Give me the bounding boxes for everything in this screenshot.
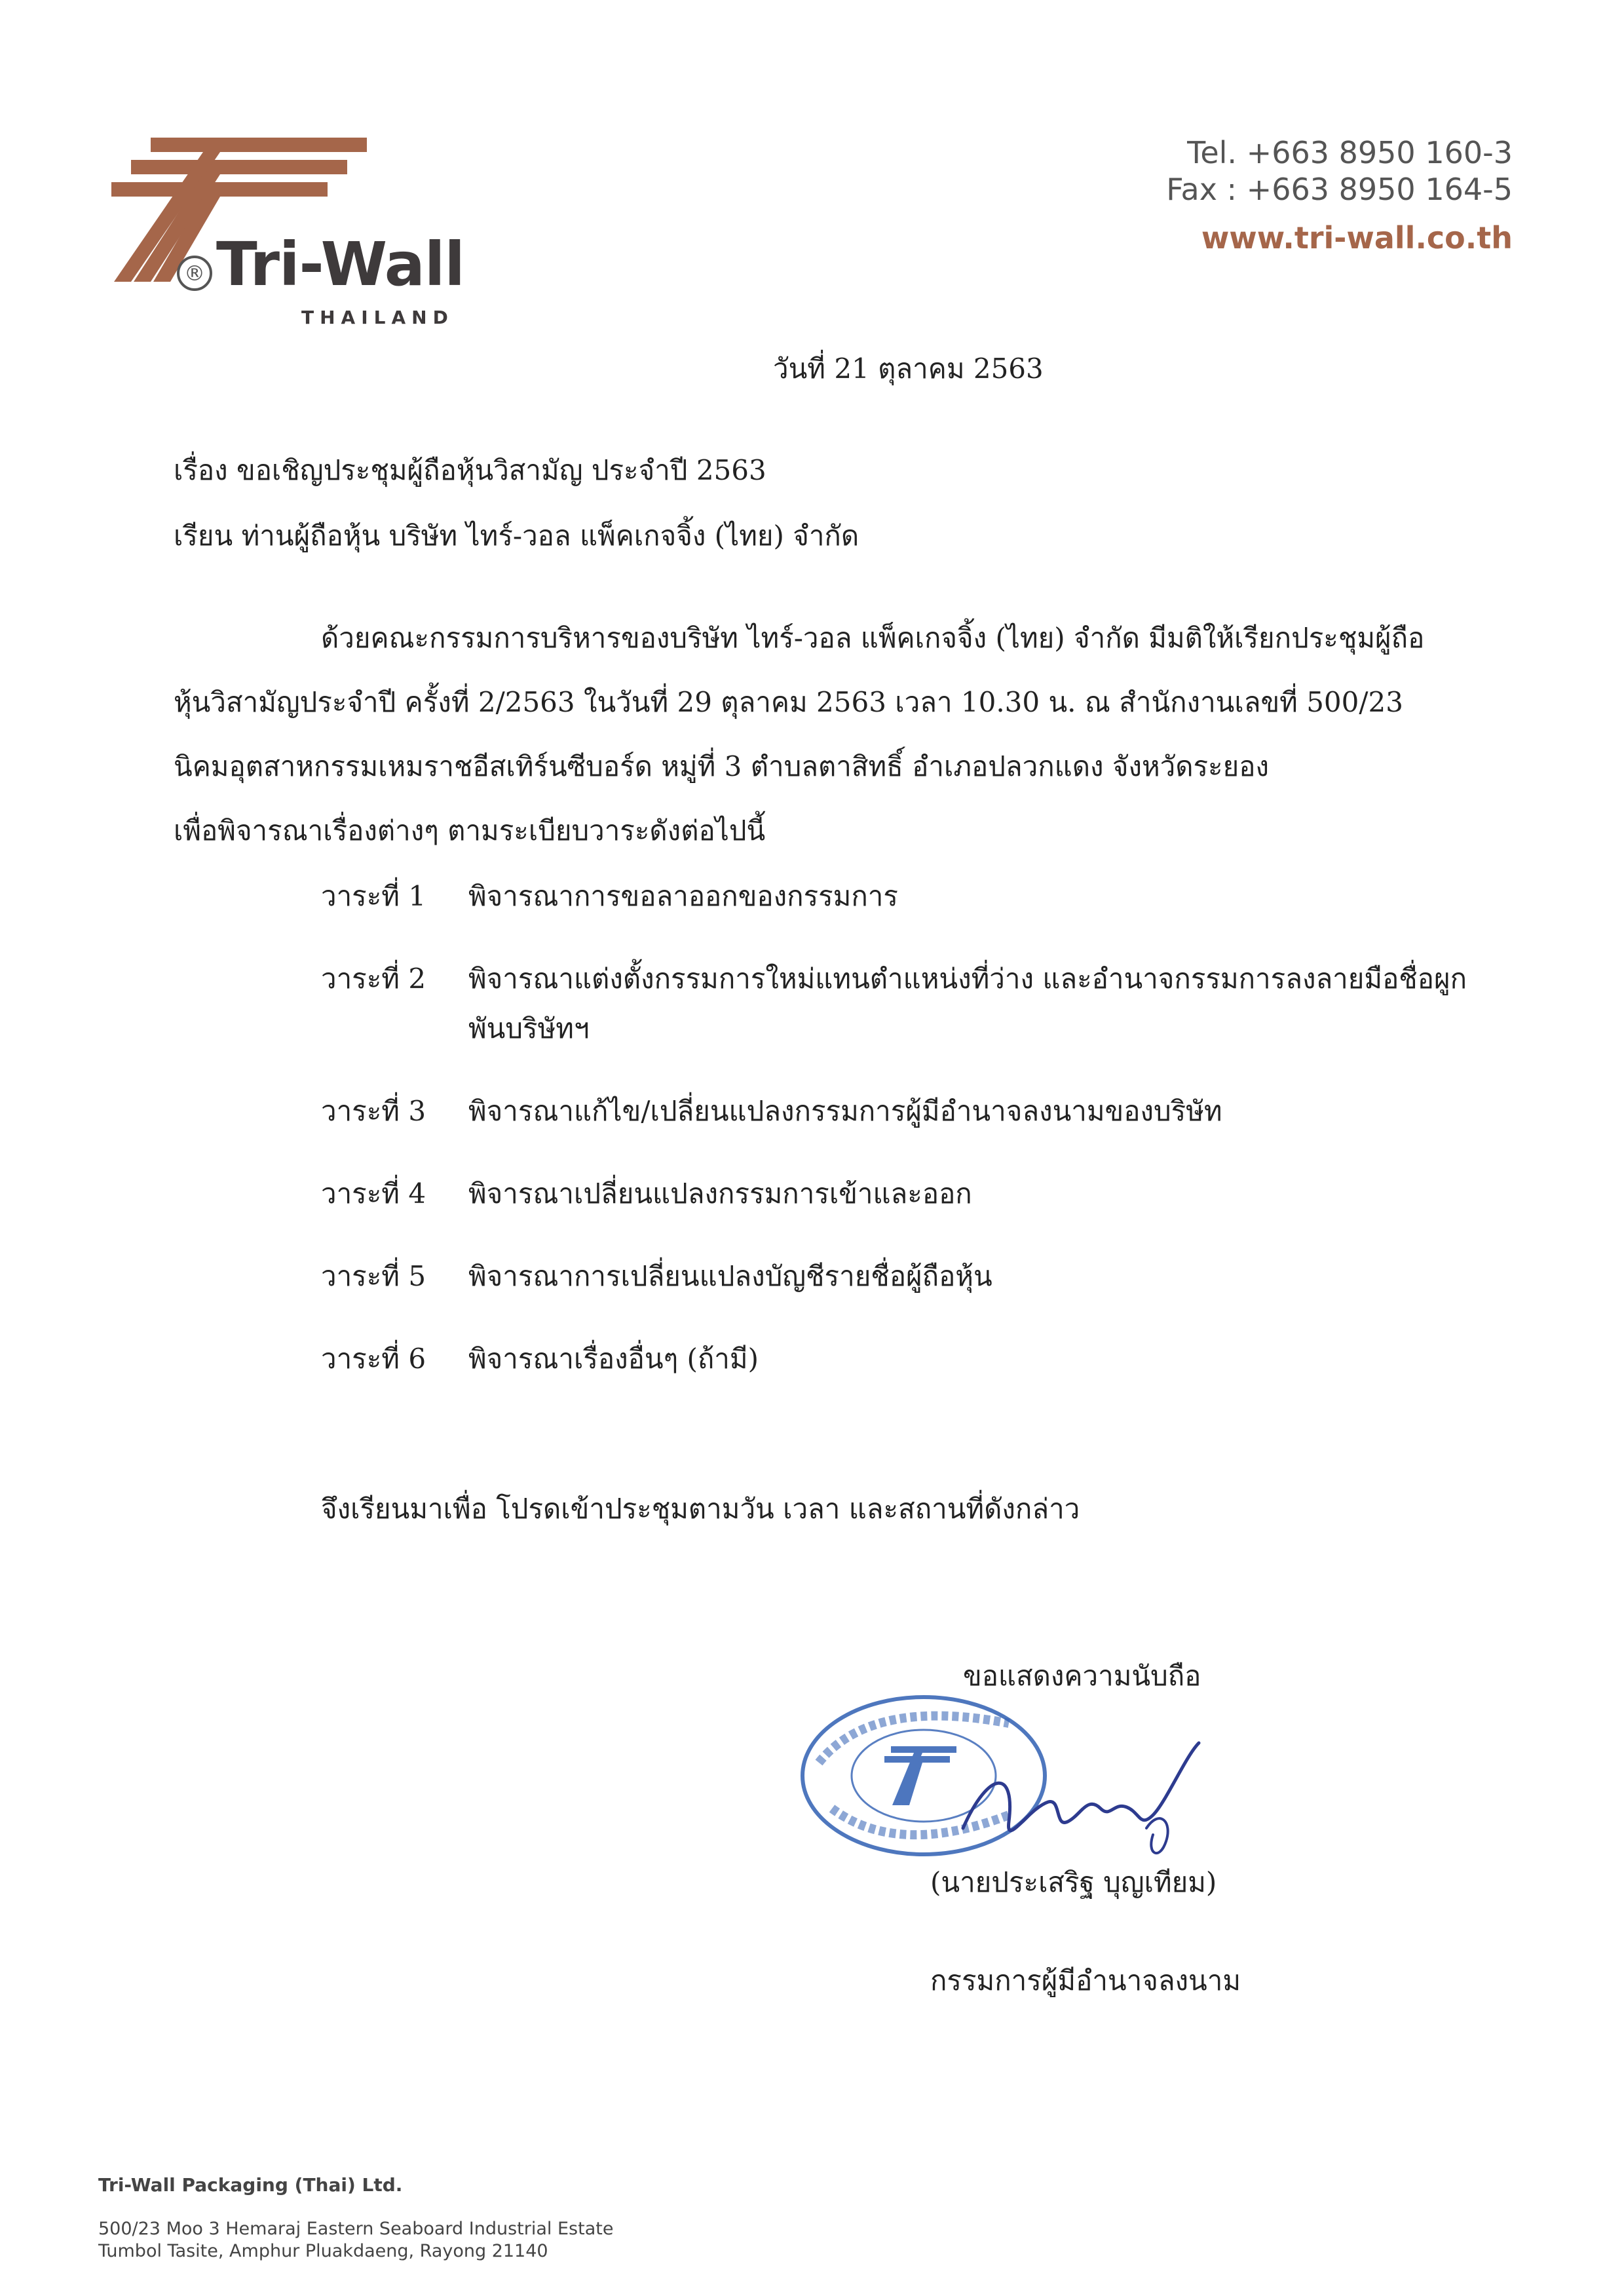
agenda-item	[321, 1086, 1474, 1136]
body-line-1: ด้วยคณะกรรมการบริหารของบริษัท ไทร์-วอล แพ็คเกจจิ้ง (ไทย) จำกัด มีมติให้เรียกประชุมผู้ถือ	[321, 622, 1425, 654]
agenda-label: วาระที่ 1	[321, 880, 426, 912]
letter-subject: เรื่อง ขอเชิญประชุมผู้ถือหุ้นวิสามัญ ประจำปี 2563	[174, 454, 766, 486]
agenda-text: พิจารณาแก้ไข/เปลี่ยนแปลงกรรมการผู้มีอำนาจลงนามของบริษัท	[468, 1095, 1222, 1127]
body-line-4: เพื่อพิจารณาเรื่องต่างๆ ตามระเบียบวาระดังต่อไปนี้	[174, 814, 766, 847]
letter-recipient: เรียน ท่านผู้ถือหุ้น บริษัท ไทร์-วอล แพ็คเกจจิ้ง (ไทย) จำกัด	[174, 520, 859, 552]
agenda-label: วาระที่ 2	[321, 963, 426, 995]
agenda-text: พิจารณาเปลี่ยนแปลงกรรมการเข้าและออก	[468, 1177, 972, 1210]
agenda-item	[321, 1334, 1474, 1384]
letter-body	[174, 606, 1451, 863]
footer-address-line-1: 500/23 Moo 3 Hemaraj Eastern Seaboard Industrial Estate	[98, 2219, 614, 2239]
body-line-3: นิคมอุตสาหกรรมเหมราชอีสเทิร์นซีบอร์ด หมู่ที่ 3 ตำบลตาสิทธิ์ อำเภอปลวกแดง จังหวัดระยอง	[174, 750, 1269, 782]
agenda-label: วาระที่ 3	[321, 1095, 426, 1127]
signer-name: (นายประเสริฐ บุญเทียม)	[930, 1866, 1217, 1898]
phone-number: Tel. +663 8950 160-3	[1187, 135, 1513, 170]
contact-block	[1166, 134, 1513, 256]
logo-bar-3	[111, 182, 328, 197]
agenda-item	[321, 871, 1474, 921]
agenda-label: วาระที่ 4	[321, 1177, 426, 1210]
body-line-2: หุ้นวิสามัญประจำปี ครั้งที่ 2/2563 ในวันที่ 29 ตุลาคม 2563 เวลา 10.30 น. ณ สำนักงานเลขที่ 500/23	[174, 686, 1403, 718]
website-link[interactable]: www.tri-wall.co.th	[1201, 220, 1513, 256]
footer-address-line-2: Tumbol Tasite, Amphur Pluakdaeng, Rayong 21140	[98, 2241, 548, 2261]
signature	[950, 1730, 1225, 1881]
agenda-item	[321, 1169, 1474, 1219]
letter-date: วันที่ 21 ตุลาคม 2563	[773, 353, 1044, 385]
registered-mark: ®	[177, 256, 212, 291]
agenda-item	[321, 1252, 1474, 1301]
agenda-item	[321, 954, 1474, 1054]
brand-country: THAILAND	[301, 307, 454, 328]
agenda-label: วาระที่ 6	[321, 1343, 426, 1375]
logo-bar-2	[131, 160, 347, 174]
signer-title: กรรมการผู้มีอำนาจลงนาม	[930, 1964, 1241, 1997]
footer-company: Tri-Wall Packaging (Thai) Ltd.	[98, 2174, 403, 2196]
agenda-text: พิจารณาการเปลี่ยนแปลงบัญชีรายชื่อผู้ถือหุ้น	[468, 1260, 992, 1292]
agenda-list	[321, 871, 1474, 1417]
brand-name: Tri-Wall	[216, 229, 464, 299]
agenda-text: พิจารณาเรื่องอื่นๆ (ถ้ามี)	[468, 1343, 759, 1375]
closing-line: จึงเรียนมาเพื่อ โปรดเข้าประชุมตามวัน เวลา และสถานที่ดังกล่าว	[321, 1493, 1080, 1525]
regards-line: ขอแสดงความนับถือ	[963, 1660, 1201, 1692]
agenda-text: พิจารณาการขอลาออกของกรรมการ	[468, 880, 898, 912]
agenda-label: วาระที่ 5	[321, 1260, 426, 1292]
logo-bar-1	[151, 138, 367, 152]
fax-number: Fax : +663 8950 164-5	[1166, 172, 1513, 207]
agenda-text: พิจารณาแต่งตั้งกรรมการใหม่แทนตำแหน่งที่ว่าง และอำนาจกรรมการลงลายมือชื่อผูกพันบริษัทฯ	[468, 963, 1467, 1044]
footer	[98, 2174, 613, 2263]
